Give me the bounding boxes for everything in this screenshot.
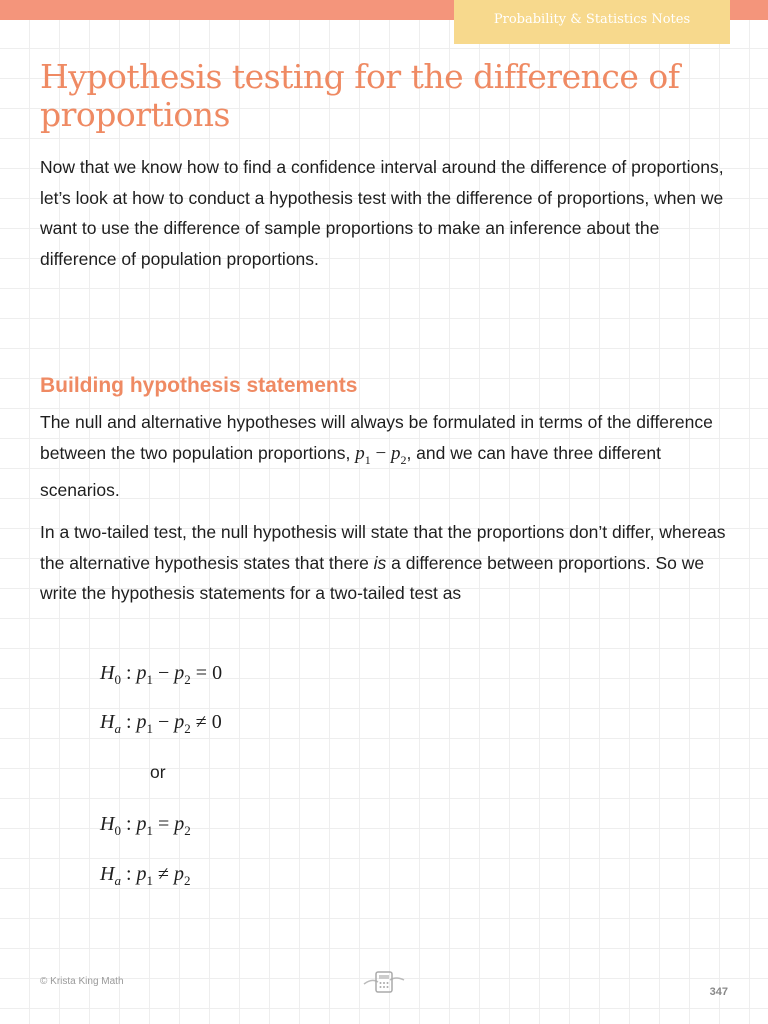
calculator-logo-icon [360,968,408,1001]
or-separator: or [150,762,166,782]
page-number: 347 [709,986,728,998]
intro-paragraph: Now that we know how to find a confidence interval around the difference of proportions, let’s look at how to conduct a hypothesis test with the difference of proportions, when we want to use the difference of sample proportions to make an inference about the difference of population proportions. [40,157,724,269]
equation-null-difference: $H_0$ : $p_1 - p_2 = 0$ [100,662,223,687]
math-p1-minus-p2: $p_1 - p_2$ [355,442,407,467]
header-tab: Probability & Statistics Notes [454,0,730,44]
paragraph-text: The null and alternative hypotheses will always be formulated in terms of the difference between the two population proportions, [40,412,713,463]
paragraph-text: In a two-tailed test, the null hypothesis will state that the proportions don’t differ, whereas the alternative hypothesis states that there [40,522,726,573]
equation-alt-difference: $H_a$ : $p_1 - p_2 \ne 0$ [100,711,222,736]
paragraph-scenarios [40,407,740,505]
page-title: Hypothesis testing for the difference of proportions [40,57,680,134]
section-heading: Building hypothesis statements [40,374,358,397]
emphasis-text: is [373,552,387,573]
paragraph-text: a difference between proportions. So we write the hypothesis statements for a two-tailed test as [40,552,705,603]
equation-null-equal: $H_0$ : $p_1 = p_2$ [100,813,191,838]
footer-copyright: © Krista King Math [40,976,124,987]
paragraph-text: , and we can have three different scenarios. [40,442,662,500]
paragraph-two-tailed [40,517,740,609]
equation-alt-not-equal: $H_a$ : $p_1 \ne p_2$ [100,863,191,888]
